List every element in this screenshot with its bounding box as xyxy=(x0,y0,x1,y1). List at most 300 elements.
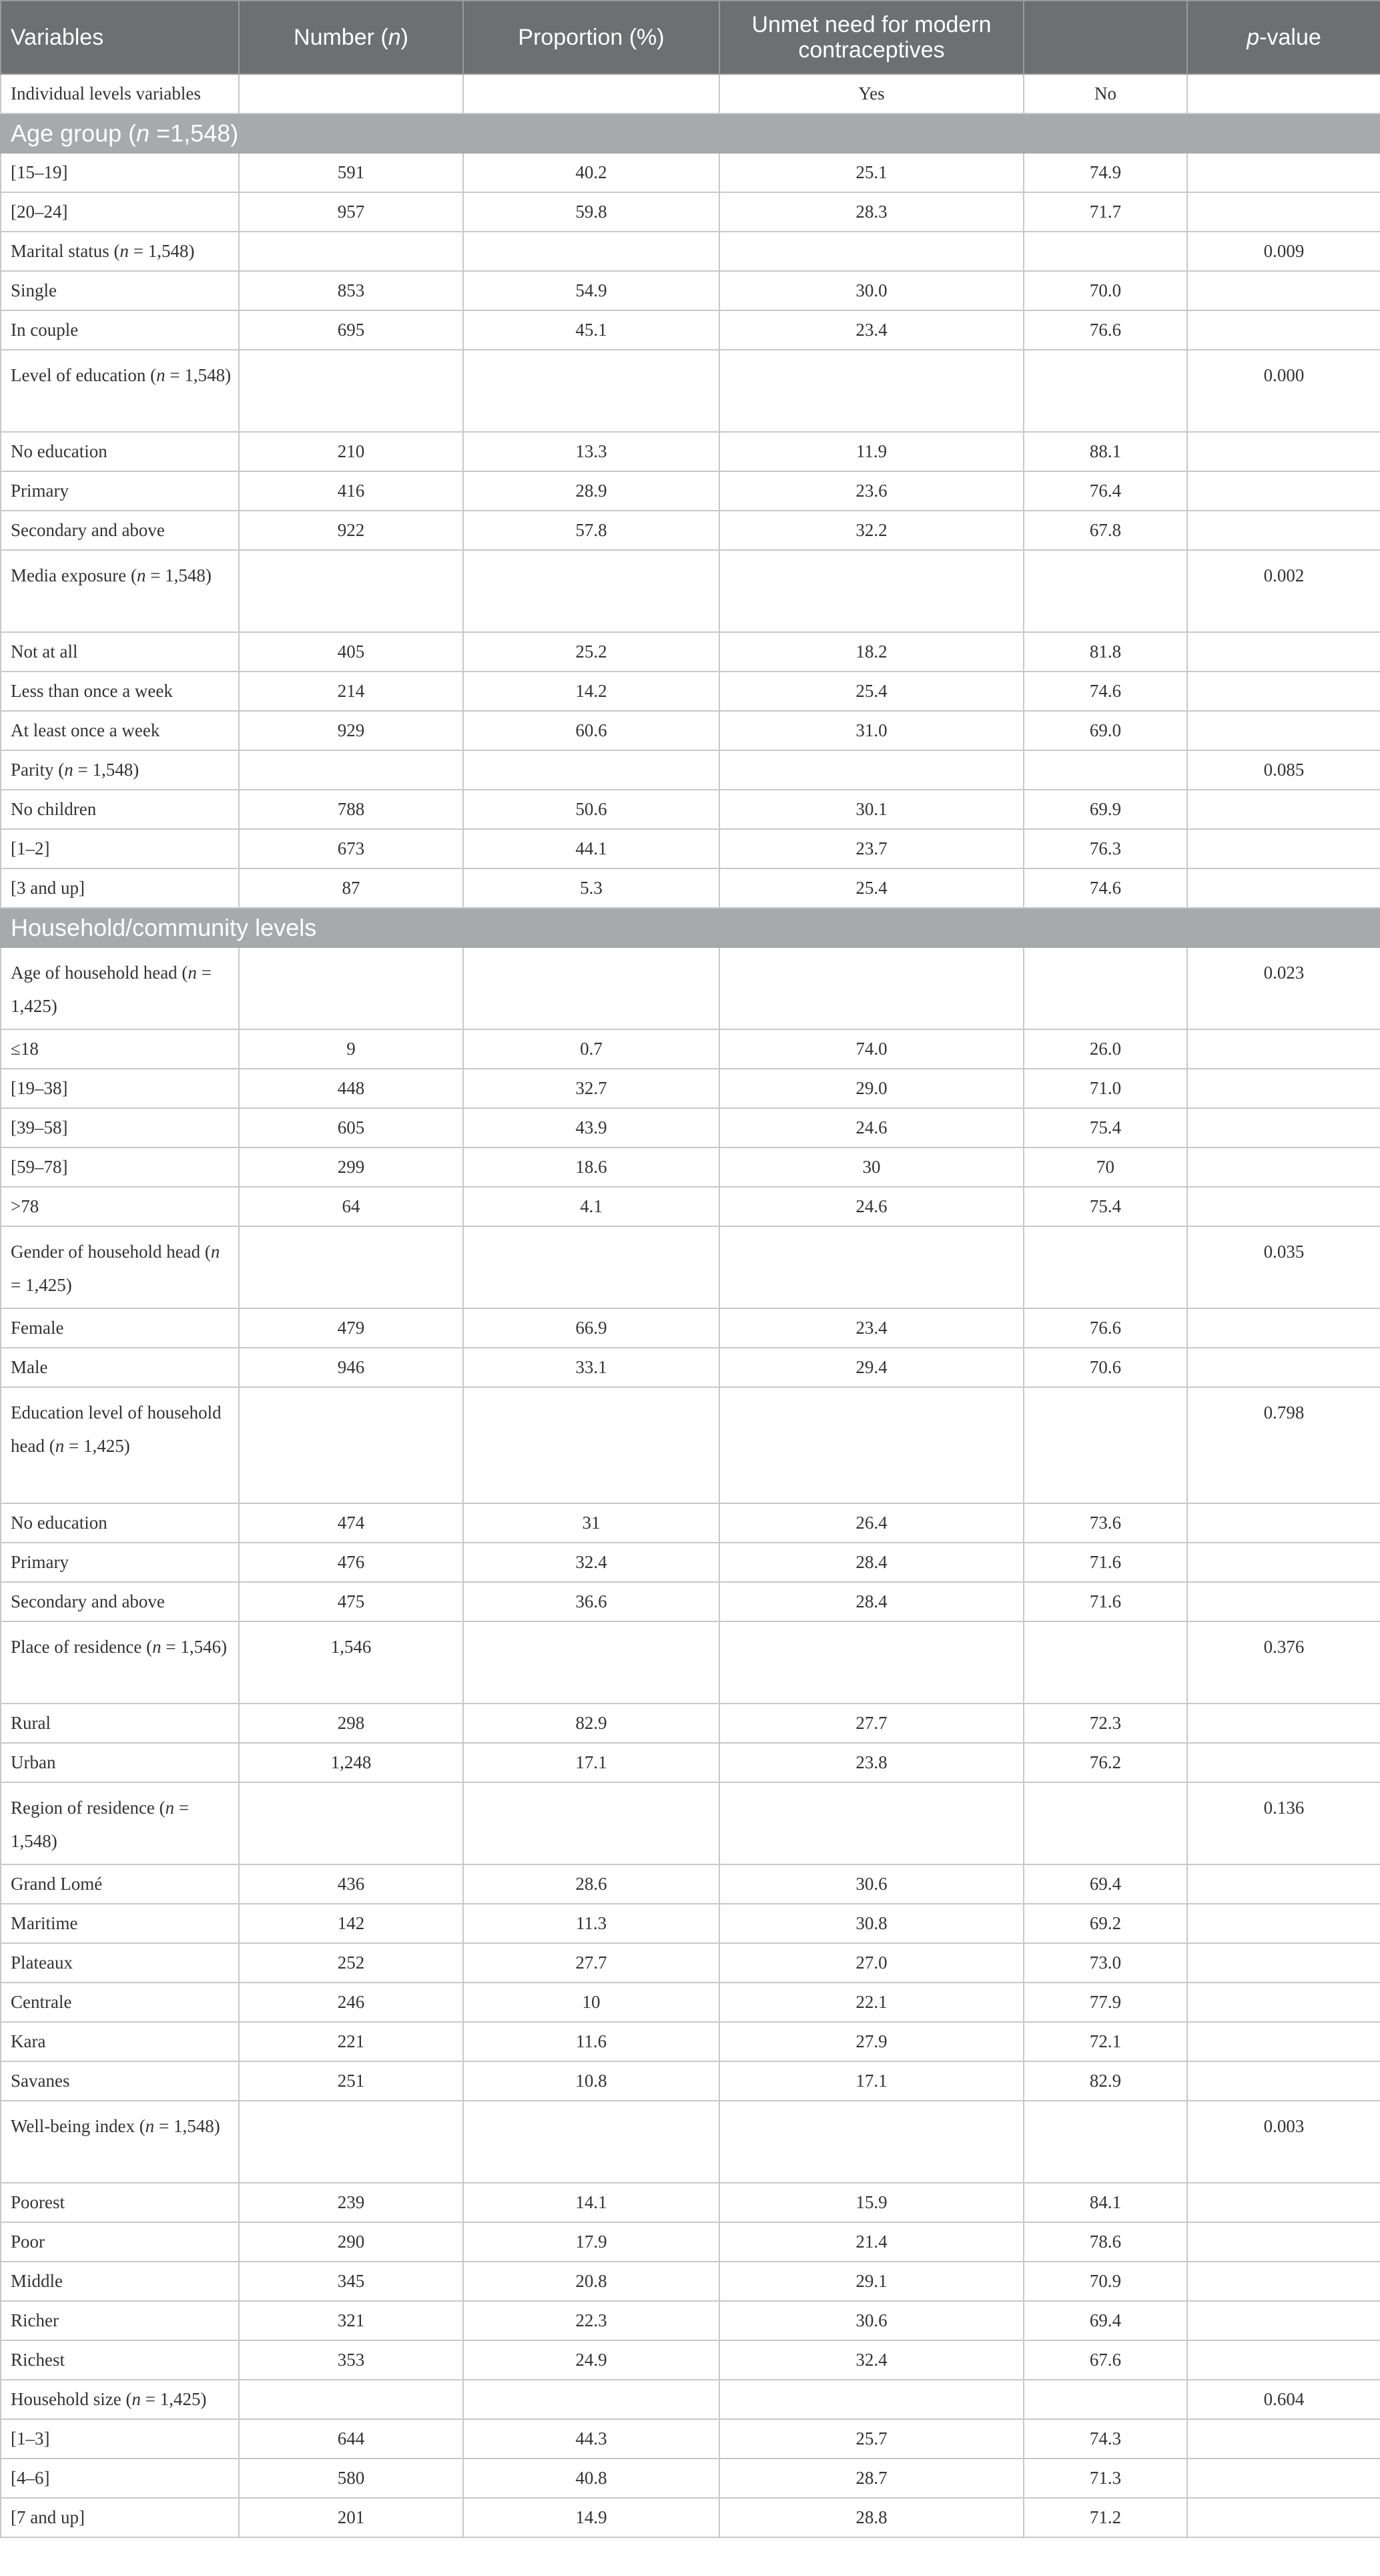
proportion-cell: 17.9 xyxy=(463,2222,719,2262)
table-row xyxy=(1,550,1380,632)
table-row xyxy=(1,2459,1380,2498)
p-value-cell xyxy=(1187,2498,1380,2537)
table-row xyxy=(1,632,1380,672)
proportion-cell: 18.6 xyxy=(463,1147,719,1187)
table-row xyxy=(1,750,1380,790)
unmet-no-cell: 76.6 xyxy=(1024,310,1187,350)
unmet-no-cell: 26.0 xyxy=(1024,1029,1187,1069)
p-value-cell xyxy=(1187,632,1380,672)
table-row xyxy=(1,1943,1380,1983)
proportion-cell xyxy=(463,947,719,1029)
unmet-yes-cell: 23.4 xyxy=(719,310,1024,350)
proportion-cell: 54.9 xyxy=(463,271,719,310)
proportion-cell: 57.8 xyxy=(463,511,719,550)
number-cell: 405 xyxy=(239,632,463,672)
proportion-cell xyxy=(463,1782,719,1864)
proportion-cell: 28.9 xyxy=(463,471,719,511)
unmet-no-cell: 76.2 xyxy=(1024,1743,1187,1782)
table-row xyxy=(1,1348,1380,1387)
unmet-no-cell: 82.9 xyxy=(1024,2061,1187,2101)
table-row xyxy=(1,2061,1380,2101)
number-cell xyxy=(239,232,463,271)
table-row xyxy=(1,1503,1380,1543)
unmet-yes-cell: 24.6 xyxy=(719,1187,1024,1226)
proportion-cell: 44.1 xyxy=(463,829,719,868)
table-row xyxy=(1,2419,1380,2459)
subheader-blank-p xyxy=(1187,74,1380,113)
unmet-yes-cell: 30 xyxy=(719,1147,1024,1187)
p-value-cell xyxy=(1187,310,1380,350)
number-cell: 221 xyxy=(239,2022,463,2061)
variable-label: Middle xyxy=(1,2262,239,2301)
p-value-cell: 0.002 xyxy=(1187,550,1380,632)
number-cell: 1,546 xyxy=(239,1621,463,1704)
unmet-yes-cell: 30.6 xyxy=(719,2301,1024,2340)
proportion-cell: 17.1 xyxy=(463,1743,719,1782)
number-cell: 64 xyxy=(239,1187,463,1226)
proportion-cell: 14.1 xyxy=(463,2183,719,2222)
unmet-yes-cell: 23.4 xyxy=(719,1308,1024,1348)
unmet-no-cell xyxy=(1024,1782,1187,1864)
p-value-cell: 0.085 xyxy=(1187,750,1380,790)
variable-label: Grand Lomé xyxy=(1,1864,239,1904)
table-row xyxy=(1,192,1380,232)
table-row xyxy=(1,2101,1380,2183)
proportion-cell: 66.9 xyxy=(463,1308,719,1348)
subheader-row xyxy=(1,74,1380,113)
variable-label: Primary xyxy=(1,471,239,511)
table-row xyxy=(1,1226,1380,1308)
variable-label: [1–2] xyxy=(1,829,239,868)
proportion-cell: 4.1 xyxy=(463,1187,719,1226)
header-number: Number (n) xyxy=(239,1,463,74)
variable-label: [59–78] xyxy=(1,1147,239,1187)
p-value-cell xyxy=(1187,1983,1380,2022)
table-header xyxy=(1,1,1380,74)
variable-label: Female xyxy=(1,1308,239,1348)
unmet-yes-cell xyxy=(719,1782,1024,1864)
unmet-no-cell: 74.9 xyxy=(1024,153,1187,192)
proportion-cell: 10 xyxy=(463,1983,719,2022)
subheader-blank-number xyxy=(239,74,463,113)
unmet-yes-cell: 31.0 xyxy=(719,711,1024,750)
p-value-cell xyxy=(1187,1308,1380,1348)
variable-label: Richer xyxy=(1,2301,239,2340)
variable-label: Plateaux xyxy=(1,1943,239,1983)
variable-label: [4–6] xyxy=(1,2459,239,2498)
number-cell: 448 xyxy=(239,1069,463,1108)
unmet-yes-cell: 23.6 xyxy=(719,471,1024,511)
unmet-no-cell: 70.0 xyxy=(1024,271,1187,310)
unmet-no-cell: 81.8 xyxy=(1024,632,1187,672)
unmet-no-cell: 71.7 xyxy=(1024,192,1187,232)
p-value-cell xyxy=(1187,1029,1380,1069)
p-value-cell xyxy=(1187,829,1380,868)
section-header-row xyxy=(1,113,1380,153)
header-variables: Variables xyxy=(1,1,239,74)
proportion-cell: 43.9 xyxy=(463,1108,719,1147)
table-row xyxy=(1,1782,1380,1864)
subheader-yes: Yes xyxy=(719,74,1024,113)
number-cell: 946 xyxy=(239,1348,463,1387)
proportion-cell: 0.7 xyxy=(463,1029,719,1069)
variable-label: Parity (n = 1,548) xyxy=(1,750,239,790)
unmet-no-cell xyxy=(1024,1621,1187,1704)
variable-label: Education level of household head (n = 1,425) xyxy=(1,1387,239,1503)
table-row xyxy=(1,1904,1380,1943)
proportion-cell: 45.1 xyxy=(463,310,719,350)
table-row xyxy=(1,672,1380,711)
p-value-cell: 0.604 xyxy=(1187,2380,1380,2419)
unmet-no-cell: 74.6 xyxy=(1024,672,1187,711)
proportion-cell: 11.3 xyxy=(463,1904,719,1943)
number-cell: 142 xyxy=(239,1904,463,1943)
p-value-cell xyxy=(1187,1147,1380,1187)
variable-label: In couple xyxy=(1,310,239,350)
number-cell: 290 xyxy=(239,2222,463,2262)
number-cell xyxy=(239,1387,463,1503)
number-cell: 957 xyxy=(239,192,463,232)
number-cell: 210 xyxy=(239,432,463,471)
table-row xyxy=(1,1864,1380,1904)
unmet-yes-cell: 27.0 xyxy=(719,1943,1024,1983)
number-cell xyxy=(239,350,463,432)
number-cell: 673 xyxy=(239,829,463,868)
unmet-no-cell: 71.6 xyxy=(1024,1543,1187,1582)
p-value-cell xyxy=(1187,471,1380,511)
variable-label: [20–24] xyxy=(1,192,239,232)
variable-label: Rural xyxy=(1,1704,239,1743)
number-cell: 299 xyxy=(239,1147,463,1187)
unmet-no-cell: 74.3 xyxy=(1024,2419,1187,2459)
number-cell: 251 xyxy=(239,2061,463,2101)
p-value-cell xyxy=(1187,2301,1380,2340)
number-cell: 605 xyxy=(239,1108,463,1147)
p-value-cell: 0.035 xyxy=(1187,1226,1380,1308)
unmet-yes-cell: 23.8 xyxy=(719,1743,1024,1782)
proportion-cell: 22.3 xyxy=(463,2301,719,2340)
unmet-no-cell xyxy=(1024,550,1187,632)
unmet-yes-cell: 17.1 xyxy=(719,2061,1024,2101)
header-unmet-need: Unmet need for modern contraceptives xyxy=(719,1,1024,74)
variable-label: No education xyxy=(1,432,239,471)
proportion-cell: 31 xyxy=(463,1503,719,1543)
unmet-no-cell: 76.4 xyxy=(1024,471,1187,511)
table-row xyxy=(1,790,1380,829)
variable-label: Kara xyxy=(1,2022,239,2061)
p-value-cell xyxy=(1187,1503,1380,1543)
p-value-cell xyxy=(1187,2222,1380,2262)
proportion-cell: 40.2 xyxy=(463,153,719,192)
p-value-cell xyxy=(1187,432,1380,471)
variable-label: ≤18 xyxy=(1,1029,239,1069)
table-row xyxy=(1,511,1380,550)
subheader-blank-proportion xyxy=(463,74,719,113)
unmet-no-cell: 70.6 xyxy=(1024,1348,1187,1387)
unmet-no-cell xyxy=(1024,232,1187,271)
unmet-yes-cell xyxy=(719,2380,1024,2419)
table-row xyxy=(1,350,1380,432)
subheader-label: Individual levels variables xyxy=(1,74,239,113)
number-cell: 580 xyxy=(239,2459,463,2498)
p-value-cell: 0.798 xyxy=(1187,1387,1380,1503)
p-value-cell xyxy=(1187,192,1380,232)
unmet-no-cell: 72.3 xyxy=(1024,1704,1187,1743)
variable-label: Media exposure (n = 1,548) xyxy=(1,550,239,632)
proportion-cell: 10.8 xyxy=(463,2061,719,2101)
unmet-no-cell xyxy=(1024,1226,1187,1308)
unmet-yes-cell: 28.3 xyxy=(719,192,1024,232)
p-value-cell xyxy=(1187,1348,1380,1387)
table-row xyxy=(1,2340,1380,2380)
number-cell: 214 xyxy=(239,672,463,711)
unmet-no-cell: 67.8 xyxy=(1024,511,1187,550)
number-cell: 416 xyxy=(239,471,463,511)
number-cell: 239 xyxy=(239,2183,463,2222)
unmet-yes-cell: 21.4 xyxy=(719,2222,1024,2262)
table-row xyxy=(1,2022,1380,2061)
number-cell: 644 xyxy=(239,2419,463,2459)
unmet-yes-cell: 23.7 xyxy=(719,829,1024,868)
unmet-no-cell: 77.9 xyxy=(1024,1983,1187,2022)
unmet-yes-cell: 22.1 xyxy=(719,1983,1024,2022)
p-value-cell xyxy=(1187,1743,1380,1782)
variable-label: Household size (n = 1,425) xyxy=(1,2380,239,2419)
unmet-yes-cell: 27.9 xyxy=(719,2022,1024,2061)
variable-label: Place of residence (n = 1,546) xyxy=(1,1621,239,1704)
table-row xyxy=(1,1743,1380,1782)
variable-label: Single xyxy=(1,271,239,310)
unmet-no-cell xyxy=(1024,1387,1187,1503)
p-value-cell xyxy=(1187,790,1380,829)
variable-label: No children xyxy=(1,790,239,829)
proportion-cell: 25.2 xyxy=(463,632,719,672)
number-cell: 475 xyxy=(239,1582,463,1621)
variable-label: Secondary and above xyxy=(1,511,239,550)
number-cell: 591 xyxy=(239,153,463,192)
unmet-yes-cell: 28.4 xyxy=(719,1582,1024,1621)
number-cell: 474 xyxy=(239,1503,463,1543)
unmet-no-cell: 70 xyxy=(1024,1147,1187,1187)
unmet-no-cell: 78.6 xyxy=(1024,2222,1187,2262)
table-row xyxy=(1,2183,1380,2222)
unmet-no-cell: 69.2 xyxy=(1024,1904,1187,1943)
proportion-cell: 32.7 xyxy=(463,1069,719,1108)
variable-label: >78 xyxy=(1,1187,239,1226)
proportion-cell: 5.3 xyxy=(463,868,719,908)
table-row xyxy=(1,2262,1380,2301)
unmet-yes-cell xyxy=(719,1387,1024,1503)
variable-label: [19–38] xyxy=(1,1069,239,1108)
unmet-no-cell xyxy=(1024,2101,1187,2183)
unmet-no-cell: 71.0 xyxy=(1024,1069,1187,1108)
proportion-cell xyxy=(463,750,719,790)
number-cell xyxy=(239,2101,463,2183)
p-value-cell: 0.003 xyxy=(1187,2101,1380,2183)
variable-label: At least once a week xyxy=(1,711,239,750)
variable-label: Region of residence (n = 1,548) xyxy=(1,1782,239,1864)
unmet-no-cell: 74.6 xyxy=(1024,868,1187,908)
number-cell: 853 xyxy=(239,271,463,310)
variable-label: [1–3] xyxy=(1,2419,239,2459)
table-row xyxy=(1,2301,1380,2340)
unmet-yes-cell: 11.9 xyxy=(719,432,1024,471)
number-cell: 252 xyxy=(239,1943,463,1983)
p-value-cell xyxy=(1187,1582,1380,1621)
header-blank xyxy=(1024,1,1187,74)
variable-label: Maritime xyxy=(1,1904,239,1943)
variable-label: Centrale xyxy=(1,1983,239,2022)
p-value-cell xyxy=(1187,1187,1380,1226)
proportion-cell: 60.6 xyxy=(463,711,719,750)
unmet-no-cell: 67.6 xyxy=(1024,2340,1187,2380)
p-value-cell xyxy=(1187,672,1380,711)
proportion-cell: 82.9 xyxy=(463,1704,719,1743)
number-cell: 321 xyxy=(239,2301,463,2340)
table-row xyxy=(1,2222,1380,2262)
unmet-yes-cell: 29.0 xyxy=(719,1069,1024,1108)
number-cell: 476 xyxy=(239,1543,463,1582)
unmet-yes-cell: 28.7 xyxy=(719,2459,1024,2498)
proportion-cell xyxy=(463,1387,719,1503)
unmet-yes-cell: 30.0 xyxy=(719,271,1024,310)
table-row xyxy=(1,153,1380,192)
unmet-yes-cell: 29.4 xyxy=(719,1348,1024,1387)
proportion-cell: 36.6 xyxy=(463,1582,719,1621)
p-value-cell: 0.023 xyxy=(1187,947,1380,1029)
unmet-no-cell xyxy=(1024,947,1187,1029)
variable-label: Not at all xyxy=(1,632,239,672)
proportion-cell: 13.3 xyxy=(463,432,719,471)
unmet-yes-cell: 25.7 xyxy=(719,2419,1024,2459)
unmet-yes-cell: 24.6 xyxy=(719,1108,1024,1147)
table-row xyxy=(1,829,1380,868)
unmet-yes-cell xyxy=(719,550,1024,632)
table-row xyxy=(1,1108,1380,1147)
proportion-cell: 14.2 xyxy=(463,672,719,711)
proportion-cell: 44.3 xyxy=(463,2419,719,2459)
p-value-cell: 0.000 xyxy=(1187,350,1380,432)
table-row xyxy=(1,271,1380,310)
variable-label: Marital status (n = 1,548) xyxy=(1,232,239,271)
p-value-cell xyxy=(1187,1069,1380,1108)
table-row xyxy=(1,2498,1380,2537)
unmet-yes-cell: 28.4 xyxy=(719,1543,1024,1582)
proportion-cell: 14.9 xyxy=(463,2498,719,2537)
table-row xyxy=(1,1187,1380,1226)
variable-label: Urban xyxy=(1,1743,239,1782)
p-value-cell xyxy=(1187,1904,1380,1943)
unmet-no-cell xyxy=(1024,2380,1187,2419)
unmet-yes-cell: 30.1 xyxy=(719,790,1024,829)
p-value-cell: 0.009 xyxy=(1187,232,1380,271)
number-cell: 788 xyxy=(239,790,463,829)
subheader-no: No xyxy=(1024,74,1187,113)
table-row xyxy=(1,868,1380,908)
number-cell: 298 xyxy=(239,1704,463,1743)
table-row xyxy=(1,1543,1380,1582)
p-value-cell xyxy=(1187,271,1380,310)
proportion-cell: 28.6 xyxy=(463,1864,719,1904)
p-value-cell xyxy=(1187,2419,1380,2459)
table-row xyxy=(1,1147,1380,1187)
p-value-cell xyxy=(1187,2022,1380,2061)
table-row xyxy=(1,1387,1380,1503)
p-value-cell xyxy=(1187,2061,1380,2101)
proportion-cell: 20.8 xyxy=(463,2262,719,2301)
table-row xyxy=(1,947,1380,1029)
unmet-yes-cell: 25.4 xyxy=(719,672,1024,711)
number-cell xyxy=(239,550,463,632)
variable-label: Level of education (n = 1,548) xyxy=(1,350,239,432)
unmet-no-cell: 72.1 xyxy=(1024,2022,1187,2061)
variable-label: Poorest xyxy=(1,2183,239,2222)
unmet-yes-cell: 18.2 xyxy=(719,632,1024,672)
proportion-cell: 27.7 xyxy=(463,1943,719,1983)
header-row xyxy=(1,1,1380,74)
table-row xyxy=(1,1704,1380,1743)
unmet-yes-cell: 74.0 xyxy=(719,1029,1024,1069)
table-row xyxy=(1,1308,1380,1348)
unmet-yes-cell xyxy=(719,350,1024,432)
unmet-yes-cell xyxy=(719,1226,1024,1308)
unmet-yes-cell: 25.1 xyxy=(719,153,1024,192)
number-cell xyxy=(239,1226,463,1308)
variable-label: Less than once a week xyxy=(1,672,239,711)
proportion-cell xyxy=(463,1226,719,1308)
proportion-cell: 11.6 xyxy=(463,2022,719,2061)
unmet-yes-cell: 32.2 xyxy=(719,511,1024,550)
unmet-no-cell: 69.4 xyxy=(1024,2301,1187,2340)
p-value-cell xyxy=(1187,1543,1380,1582)
variable-label: Age of household head (n = 1,425) xyxy=(1,947,239,1029)
variable-label: [15–19] xyxy=(1,153,239,192)
unmet-yes-cell xyxy=(719,1621,1024,1704)
p-value-cell xyxy=(1187,153,1380,192)
proportion-cell: 40.8 xyxy=(463,2459,719,2498)
unmet-no-cell: 73.6 xyxy=(1024,1503,1187,1543)
unmet-no-cell: 88.1 xyxy=(1024,432,1187,471)
proportion-cell xyxy=(463,550,719,632)
table-row xyxy=(1,310,1380,350)
section-title: Household/community levels xyxy=(1,908,1380,947)
table-row xyxy=(1,1983,1380,2022)
table-row xyxy=(1,471,1380,511)
number-cell: 929 xyxy=(239,711,463,750)
number-cell: 479 xyxy=(239,1308,463,1348)
unmet-no-cell: 70.9 xyxy=(1024,2262,1187,2301)
proportion-cell xyxy=(463,350,719,432)
table-body xyxy=(1,74,1380,2537)
table-row xyxy=(1,2380,1380,2419)
unmet-yes-cell: 25.4 xyxy=(719,868,1024,908)
unmet-yes-cell xyxy=(719,947,1024,1029)
p-value-cell xyxy=(1187,511,1380,550)
header-p-value: p-value xyxy=(1187,1,1380,74)
p-value-cell xyxy=(1187,2183,1380,2222)
section-title: Age group (n =1,548) xyxy=(1,113,1380,153)
variable-label: No education xyxy=(1,1503,239,1543)
p-value-cell xyxy=(1187,711,1380,750)
variable-label: Primary xyxy=(1,1543,239,1582)
number-cell: 345 xyxy=(239,2262,463,2301)
p-value-cell: 0.376 xyxy=(1187,1621,1380,1704)
unmet-no-cell: 69.4 xyxy=(1024,1864,1187,1904)
variable-label: Savanes xyxy=(1,2061,239,2101)
p-value-cell xyxy=(1187,1108,1380,1147)
table-row xyxy=(1,1029,1380,1069)
variable-label: Poor xyxy=(1,2222,239,2262)
